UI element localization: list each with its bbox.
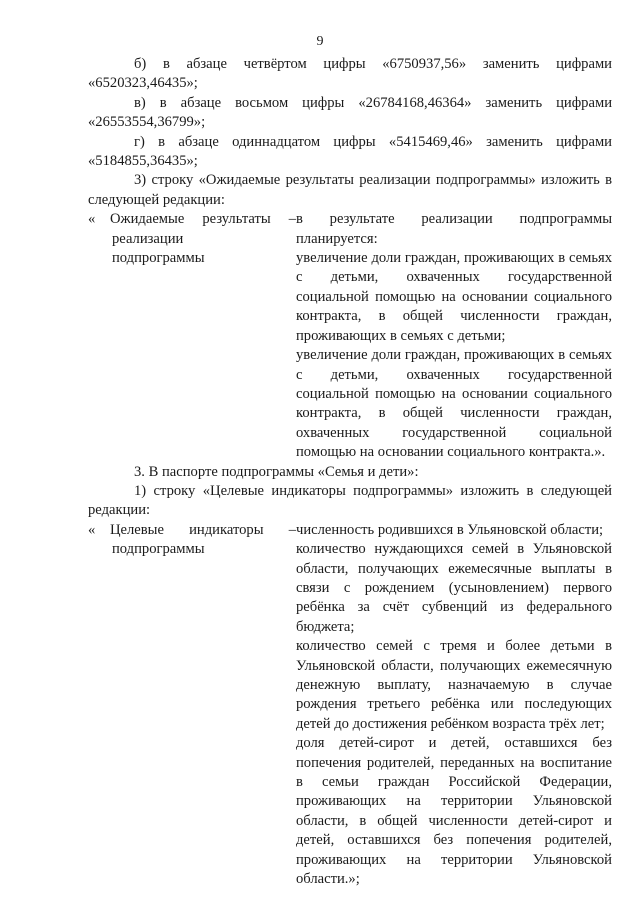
target-indicators-row: [88, 521, 612, 890]
label-line-1: Ожидаемые результаты –: [110, 211, 296, 228]
label-line-1: Целевые индикаторы –: [110, 521, 296, 538]
expected-results-value: [296, 210, 612, 462]
value-item: количество нуждающихся семей в Ульяновской области, получающих ежемесячные выплаты в связи с рождением (усыновлением) первого ребёнка за счёт субвенций из федерального бюджета;: [296, 541, 612, 635]
open-quote: «: [88, 521, 96, 538]
label-line-2: подпрограммы: [112, 541, 205, 558]
value-item: доля детей-сирот и детей, оставшихся без попечения родителей, переданных на воспитание в семьи граждан Российской Федерации, проживающих на территории Ульяновской области, в общей численности детей-сирот и детей, оставшихся без попечения родителей, проживающих на территории Ульяновской области.»;: [296, 735, 612, 888]
open-quote: «: [88, 211, 96, 228]
paragraph-b: б) в абзаце четвёртом цифры «6750937,56» заменить цифрами «6520323,46435»;: [88, 56, 612, 92]
value-item: увеличение доли граждан, проживающих в семьях с детьми, охваченных государственной социальной помощью на основании социального контракта, в общей численности граждан, проживающих в семьях с детьми;: [296, 250, 612, 344]
value-item: увеличение доли граждан, проживающих в семьях с детьми, охваченных государственной социальной помощью на основании социального контракта, в общей численности граждан, охваченных государственной социальной помощью на основании социального контракта.».: [296, 347, 612, 461]
value-item: количество семей с тремя и более детьми в Ульяновской области, получающих ежемесячную денежную выплату, назначаемую в случае рождения третьего ребёнка или последующих детей до достижения ребёнком возраста трёх лет;: [296, 638, 612, 732]
label-line-3: подпрограммы: [112, 250, 205, 267]
paragraph-3: 3) строку «Ожидаемые результаты реализации подпрограммы» изложить в следующей редакции:: [88, 172, 612, 208]
value-item: численность родившихся в Ульяновской области;: [296, 521, 604, 538]
paragraph-1: 1) строку «Целевые индикаторы подпрограммы» изложить в следующей редакции:: [88, 482, 612, 519]
expected-results-row: [88, 210, 612, 462]
target-indicators-label: [110, 521, 296, 890]
paragraph-v: в) в абзаце восьмом цифры «26784168,46364» заменить цифрами «26553554,36799»;: [88, 94, 612, 131]
target-indicators-value: [296, 521, 612, 890]
page-number: 9: [316, 34, 324, 49]
section-3-heading: 3. В паспорте подпрограммы «Семья и дети»:: [134, 463, 419, 480]
expected-results-label: [110, 210, 296, 462]
value-item: в результате реализации подпрограммы планируется:: [296, 211, 612, 247]
paragraph-g: г) в абзаце одиннадцатом цифры «5415469,46» заменить цифрами «5184855,36435»;: [88, 133, 612, 170]
document-body: [88, 55, 612, 889]
label-line-2: реализации: [112, 230, 184, 247]
